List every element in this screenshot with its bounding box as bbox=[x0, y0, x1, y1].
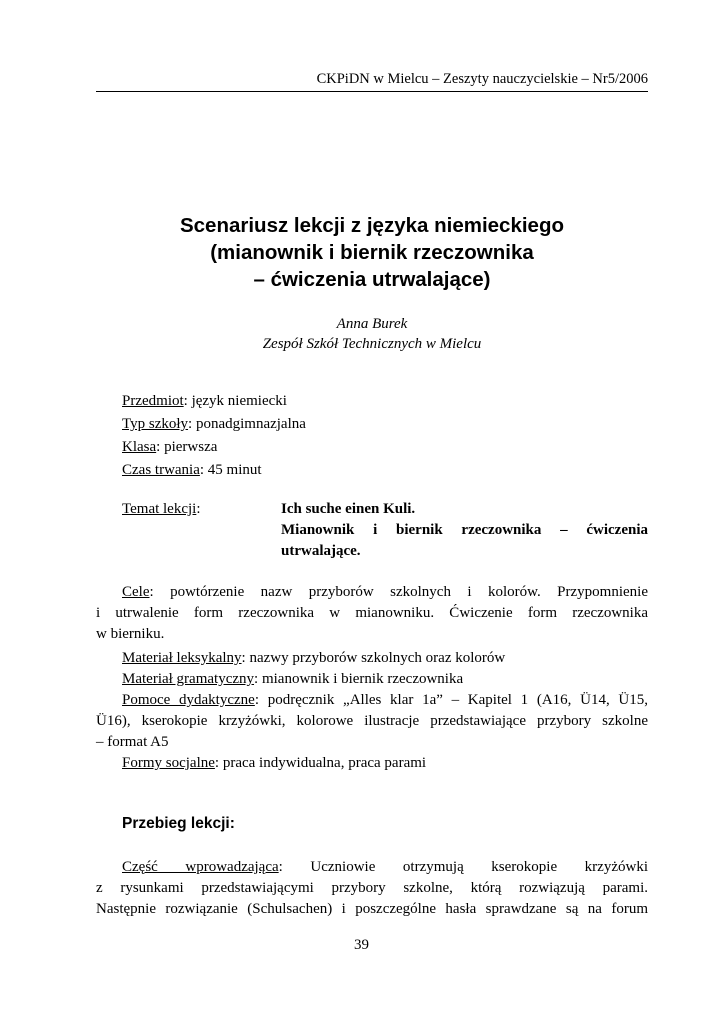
author-affiliation: Zespół Szkół Technicznych w Mielcu bbox=[262, 336, 482, 352]
topic-line-3: utrwalające. bbox=[281, 543, 361, 559]
goals-label: Cele bbox=[122, 584, 150, 600]
topic-line-2: Mianownik i biernik rzeczownika – ćwiczenia bbox=[281, 522, 648, 538]
social-forms bbox=[96, 753, 648, 774]
lexical-label: Materiał leksykalny bbox=[122, 650, 242, 666]
topic-line-1: Ich suche einen Kuli. bbox=[281, 501, 416, 517]
aids-line-3: – format A5 bbox=[96, 734, 169, 750]
topic-label-colon: : bbox=[196, 501, 201, 517]
title-line-2: (mianownik i biernik rzeczownika bbox=[210, 241, 534, 264]
goals-line-1 bbox=[96, 582, 648, 603]
intro-paragraph bbox=[96, 857, 648, 920]
goals-line-2: i utrwalenie form rzeczownika w mianowniku. Ćwiczenie form rzeczownika bbox=[96, 605, 648, 621]
document-title bbox=[96, 212, 648, 293]
intro-line-1 bbox=[96, 857, 648, 878]
subject-value: : język niemiecki bbox=[183, 393, 287, 409]
aids-value-1: : podręcznik „Alles klar 1a” – Kapitel 1 (A16, Ü14, Ü15, bbox=[254, 692, 648, 708]
school-type-label: Typ szkoły bbox=[122, 416, 189, 432]
duration-value: : 45 minut bbox=[199, 462, 262, 478]
intro-text-1: : Uczniowie otrzymują kserokopie krzyżówki bbox=[278, 859, 648, 875]
social-label: Formy socjalne bbox=[122, 755, 215, 771]
goals-text-1: : powtórzenie nazw przyborów szkolnych i kolorów. Przypomnienie bbox=[149, 584, 648, 600]
meta-school-type bbox=[122, 413, 306, 436]
author-name: Anna Burek bbox=[336, 316, 408, 332]
grammar-material bbox=[96, 669, 648, 690]
intro-label: Część wprowadzająca bbox=[122, 859, 279, 875]
subject-label: Przedmiot bbox=[122, 393, 184, 409]
social-value: : praca indywidualna, praca parami bbox=[214, 755, 427, 771]
grammar-value: : mianownik i biernik rzeczownika bbox=[254, 671, 464, 687]
grammar-label: Materiał gramatyczny bbox=[122, 671, 255, 687]
lexical-material bbox=[96, 648, 648, 669]
materials-block bbox=[96, 648, 648, 774]
author-block bbox=[96, 314, 648, 354]
title-line-3: – ćwiczenia utrwalające) bbox=[253, 268, 491, 291]
topic-label bbox=[122, 499, 201, 520]
class-label: Klasa bbox=[122, 439, 157, 455]
intro-line-2: z rysunkami przedstawiającymi przybory szkolne, którą rozwiązują parami. bbox=[96, 880, 648, 896]
goals-paragraph bbox=[96, 582, 648, 645]
lesson-metadata bbox=[122, 390, 306, 482]
intro-line-3: Następnie rozwiązanie (Schulsachen) i poszczególne hasła sprawdzane są na forum bbox=[96, 901, 648, 917]
running-header: CKPiDN w Mielcu – Zeszyty nauczycielskie – Nr5/2006 bbox=[316, 71, 648, 87]
goals-line-3: w bierniku. bbox=[96, 626, 165, 642]
aids-line-1 bbox=[96, 690, 648, 711]
aids-label: Pomoce dydaktyczne bbox=[122, 692, 255, 708]
class-value: : pierwsza bbox=[156, 439, 218, 455]
meta-class bbox=[122, 436, 306, 459]
duration-label: Czas trwania bbox=[122, 462, 200, 478]
school-type-value: : ponadgimnazjalna bbox=[188, 416, 306, 432]
page-number: 39 bbox=[354, 937, 369, 953]
title-line-1: Scenariusz lekcji z języka niemieckiego bbox=[179, 214, 564, 237]
topic-body bbox=[281, 499, 648, 562]
topic-label-text: Temat lekcji bbox=[122, 501, 197, 517]
header-divider bbox=[96, 91, 648, 92]
lesson-course-heading: Przebieg lekcji: bbox=[122, 815, 235, 832]
meta-duration bbox=[122, 459, 306, 482]
aids-line-2: Ü16), kserokopie krzyżówki, kolorowe ilustracje przedstawiające przybory szkolne bbox=[96, 713, 648, 729]
meta-subject bbox=[122, 390, 306, 413]
lexical-value: : nazwy przyborów szkolnych oraz kolorów bbox=[241, 650, 506, 666]
